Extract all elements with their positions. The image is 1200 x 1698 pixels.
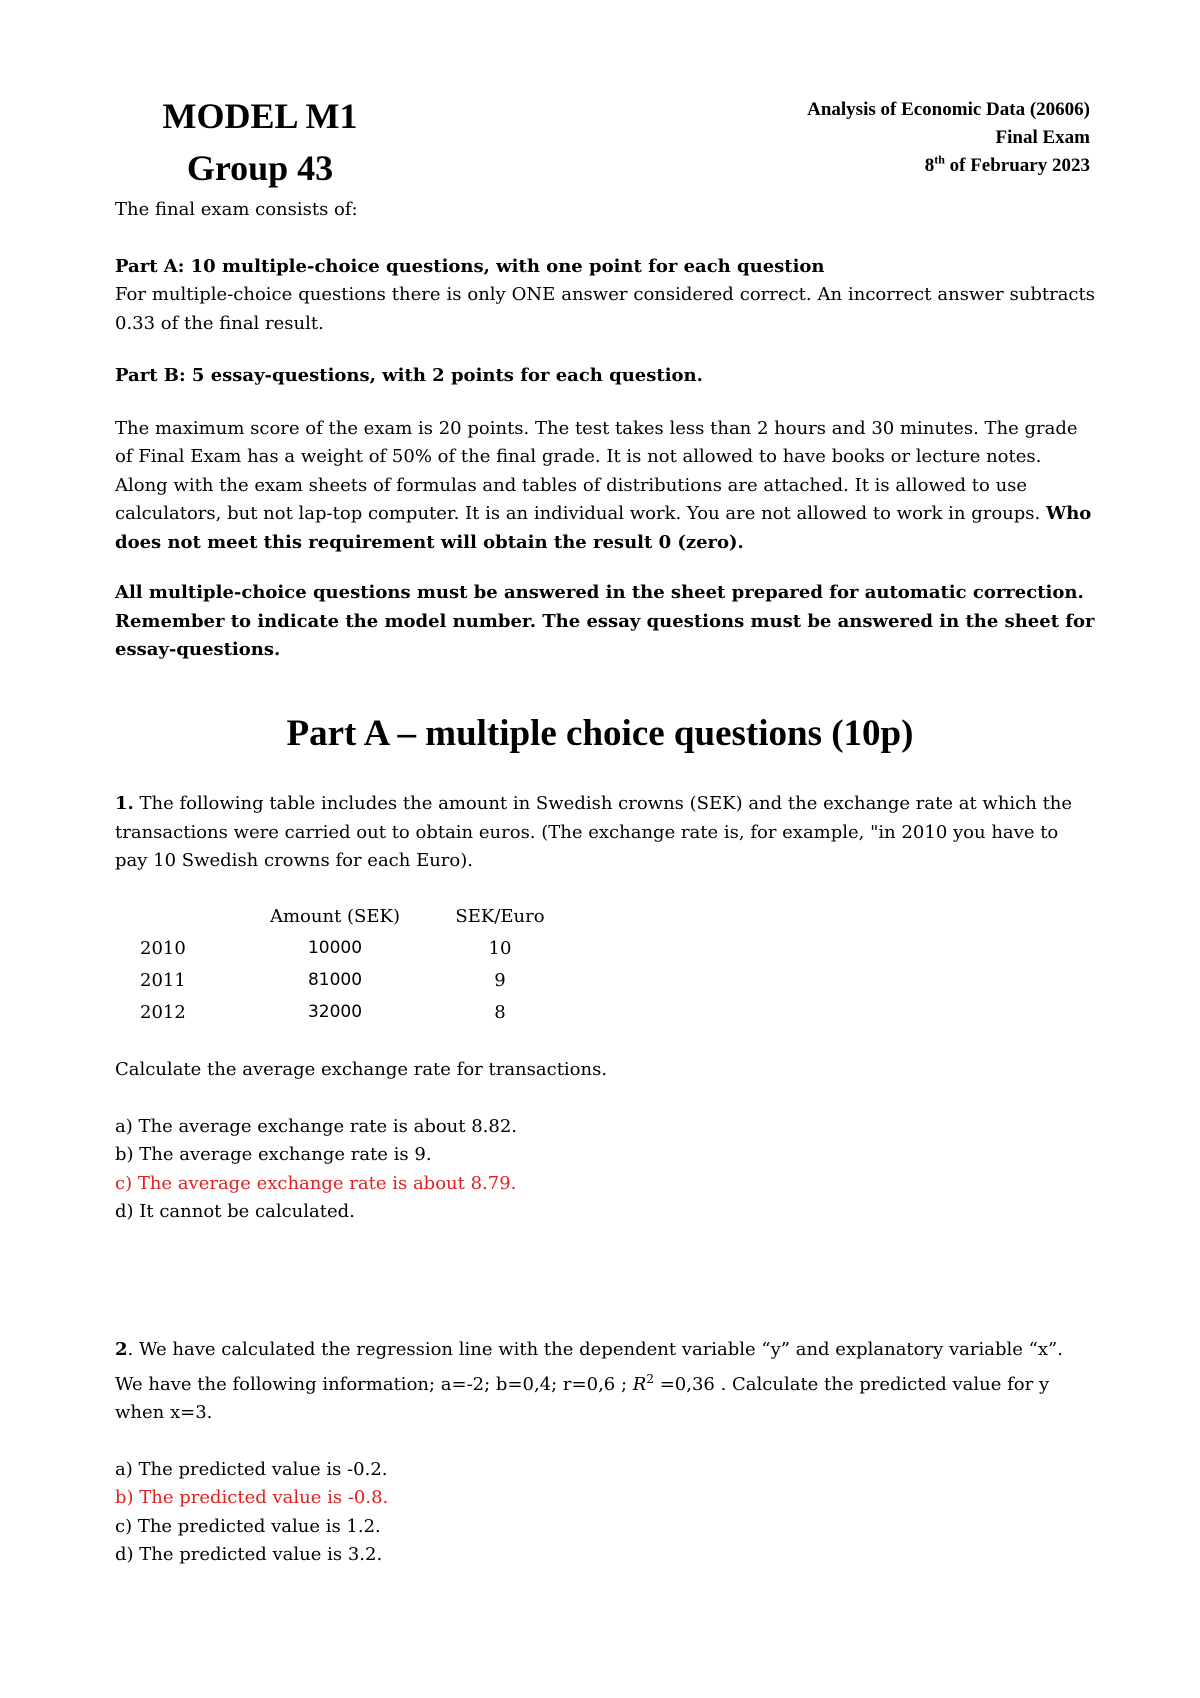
table-cell: 2012: [140, 1001, 186, 1023]
q2-option-a: a) The predicted value is -0.2.: [115, 1458, 388, 1480]
intro-consists: The final exam consists of:: [115, 199, 358, 220]
q1-option-d: d) It cannot be calculated.: [115, 1201, 355, 1222]
part-a-heading: Part A – multiple choice questions (10p): [286, 713, 914, 754]
exam-date: 8th of February 2023: [924, 152, 1090, 176]
table-cell: 10000: [307, 938, 363, 958]
course-name: Analysis of Economic Data (20606): [807, 99, 1090, 120]
table-row: [140, 932, 570, 964]
table-header-cell: Amount (SEK): [269, 905, 400, 927]
exam-name: Final Exam: [995, 127, 1090, 148]
table-cell: 10: [488, 937, 512, 959]
q2-option-d: d) The predicted value is 3.2.: [115, 1544, 383, 1565]
exchange-rate-table: [140, 900, 570, 1028]
table-cell: 8: [494, 1001, 506, 1023]
table-row: [140, 964, 570, 996]
table-cell: 2011: [140, 969, 186, 991]
q1-option-c-correct: c) The average exchange rate is about 8.79.: [115, 1172, 517, 1194]
question-1-answers: [115, 1056, 1095, 1227]
question-2: [115, 1336, 1095, 1570]
part-a-summary-title: Part A: 10 multiple-choice questions, with one point for each question: [115, 255, 825, 277]
table-header-cell: SEK/Euro: [455, 905, 545, 927]
table-cell: 9: [494, 969, 506, 991]
q2-option-c: c) The predicted value is 1.2.: [115, 1515, 381, 1537]
part-a-summary-text: For multiple-choice questions there is only ONE answer considered correct. An incorrect answer subtracts 0.33 of the final result.: [115, 284, 1095, 334]
exam-rules: The maximum score of the exam is 20 points. The test takes less than 2 hours and 30 minutes. The grade of Final Exam has a weight of 50% of the final grade. It is not allowed to have books or lecture notes. Along with the exam sheets of formulas and tables of distributions are attached. It is allowed to use calculators, but not lap-top computer. It is an individual work. You are not allowed to work in groups. Who does not meet this requirement will obtain the result 0 (zero).: [115, 417, 1092, 553]
table-row: [140, 996, 570, 1028]
question-1-text: 1. The following table includes the amount in Swedish crowns (SEK) and the exchange rate at which the transactions were carried out to obtain euros. (The exchange rate is, for example, "in 2010 you have to pay 10 Swedish crowns for each Euro).: [115, 793, 1073, 871]
question-1-prompt: Calculate the average exchange rate for transactions.: [115, 1059, 608, 1080]
q1-option-b: b) The average exchange rate is 9.: [115, 1144, 432, 1165]
model-title: [140, 90, 380, 194]
question-2-text: 2. We have calculated the regression line with the dependent variable “y” and explanatory variable “x”. We have the following information; a=-2; b=0,4; r=0,6 ; $R^2 =0,36$ . Calculate the predicted value for y when x=3.: [115, 1339, 1063, 1423]
answer-instructions: All multiple-choice questions must be answered in the sheet prepared for automatic correction. Remember to indicate the model number. The essay questions must be answered in the sheet for essay-questions.: [115, 582, 1095, 660]
table-header-row: [140, 900, 570, 932]
exam-meta: [670, 96, 1090, 180]
q1-option-a: a) The average exchange rate is about 8.82.: [115, 1115, 518, 1137]
table-cell: 2010: [140, 937, 186, 959]
r-squared-symbol: $R^2$: [632, 1371, 654, 1395]
table-cell: 32000: [307, 1002, 363, 1022]
table-header-cell: [140, 900, 240, 932]
exam-intro: [115, 196, 1095, 665]
part-b-summary-title: Part B: 5 essay-questions, with 2 points for each question.: [115, 365, 703, 386]
rules-warning: Who does not meet this requirement will obtain the result 0 (zero).: [115, 503, 1092, 553]
question-1: [115, 790, 1095, 876]
q2-option-b-correct: b) The predicted value is -0.8.: [115, 1487, 389, 1508]
model-label: MODEL M1: [162, 96, 358, 136]
table-cell: 81000: [307, 970, 363, 990]
group-label: Group 43: [186, 148, 334, 188]
